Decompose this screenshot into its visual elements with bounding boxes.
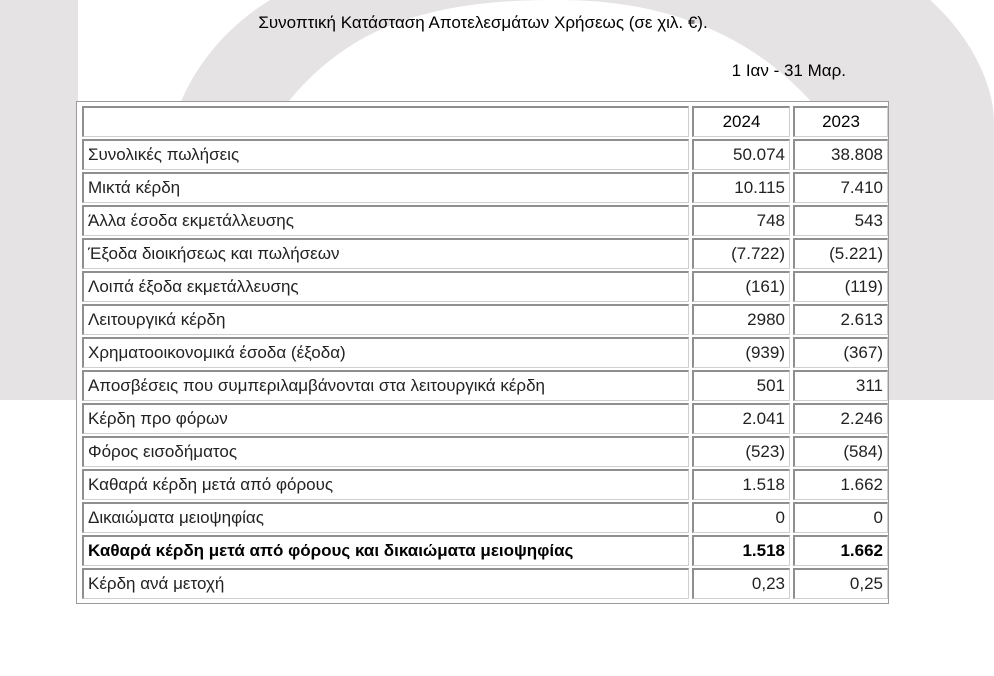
value-2024: (939) bbox=[692, 337, 790, 368]
header-label-cell bbox=[82, 106, 689, 137]
value-2024: 10.115 bbox=[692, 172, 790, 203]
row-label: Συνολικές πωλήσεις bbox=[82, 139, 689, 170]
value-2023: 543 bbox=[793, 205, 888, 236]
value-2024: (7.722) bbox=[692, 238, 790, 269]
value-2024: 0,23 bbox=[692, 568, 790, 599]
table-row bbox=[82, 535, 888, 566]
value-2023: (584) bbox=[793, 436, 888, 467]
value-2023: 1.662 bbox=[793, 535, 888, 566]
value-2023: 0,25 bbox=[793, 568, 888, 599]
row-label: Κέρδη προ φόρων bbox=[82, 403, 689, 434]
table-row bbox=[82, 205, 888, 236]
table-row bbox=[82, 568, 888, 599]
row-label: Λοιπά έξοδα εκμετάλλευσης bbox=[82, 271, 689, 302]
table-row bbox=[82, 502, 888, 533]
value-2024: 1.518 bbox=[692, 535, 790, 566]
value-2024: 0 bbox=[692, 502, 790, 533]
value-2023: (5.221) bbox=[793, 238, 888, 269]
value-2024: (523) bbox=[692, 436, 790, 467]
row-label: Καθαρά κέρδη μετά από φόρους και δικαιώματα μειοψηφίας bbox=[82, 535, 689, 566]
value-2023: 7.410 bbox=[793, 172, 888, 203]
row-label: Χρηματοοικονομικά έσοδα (έξοδα) bbox=[82, 337, 689, 368]
value-2024: (161) bbox=[692, 271, 790, 302]
value-2023: (367) bbox=[793, 337, 888, 368]
row-label: Μικτά κέρδη bbox=[82, 172, 689, 203]
value-2023: 2.613 bbox=[793, 304, 888, 335]
income-statement-table bbox=[76, 101, 889, 604]
row-label: Αποσβέσεις που συμπεριλαμβάνονται στα λειτουργικά κέρδη bbox=[82, 370, 689, 401]
table-row bbox=[82, 436, 888, 467]
value-2024: 2980 bbox=[692, 304, 790, 335]
value-2023: 311 bbox=[793, 370, 888, 401]
table-row bbox=[82, 139, 888, 170]
row-label: Κέρδη ανά μετοχή bbox=[82, 568, 689, 599]
value-2024: 748 bbox=[692, 205, 790, 236]
value-2024: 1.518 bbox=[692, 469, 790, 500]
table-row bbox=[82, 172, 888, 203]
value-2023: 0 bbox=[793, 502, 888, 533]
value-2024: 50.074 bbox=[692, 139, 790, 170]
row-label: Έξοδα διοικήσεως και πωλήσεων bbox=[82, 238, 689, 269]
header-year-2024: 2024 bbox=[692, 106, 790, 137]
table-row bbox=[82, 271, 888, 302]
table-row bbox=[82, 238, 888, 269]
table-row bbox=[82, 370, 888, 401]
row-label: Καθαρά κέρδη μετά από φόρους bbox=[82, 469, 689, 500]
row-label: Δικαιώματα μειοψηφίας bbox=[82, 502, 689, 533]
table-row bbox=[82, 469, 888, 500]
value-2024: 501 bbox=[692, 370, 790, 401]
value-2023: 2.246 bbox=[793, 403, 888, 434]
table-row bbox=[82, 337, 888, 368]
row-label: Φόρος εισοδήματος bbox=[82, 436, 689, 467]
table-header-row bbox=[82, 106, 888, 137]
table-row bbox=[82, 304, 888, 335]
value-2023: (119) bbox=[793, 271, 888, 302]
report-title: Συνοπτική Κατάσταση Αποτελεσμάτων Χρήσεως (σε χιλ. €). bbox=[258, 13, 708, 32]
period-label: 1 Ιαν - 31 Μαρ. bbox=[731, 61, 846, 80]
table-row bbox=[82, 403, 888, 434]
value-2024: 2.041 bbox=[692, 403, 790, 434]
value-2023: 38.808 bbox=[793, 139, 888, 170]
header-year-2023: 2023 bbox=[793, 106, 888, 137]
value-2023: 1.662 bbox=[793, 469, 888, 500]
row-label: Λειτουργικά κέρδη bbox=[82, 304, 689, 335]
row-label: Άλλα έσοδα εκμετάλλευσης bbox=[82, 205, 689, 236]
